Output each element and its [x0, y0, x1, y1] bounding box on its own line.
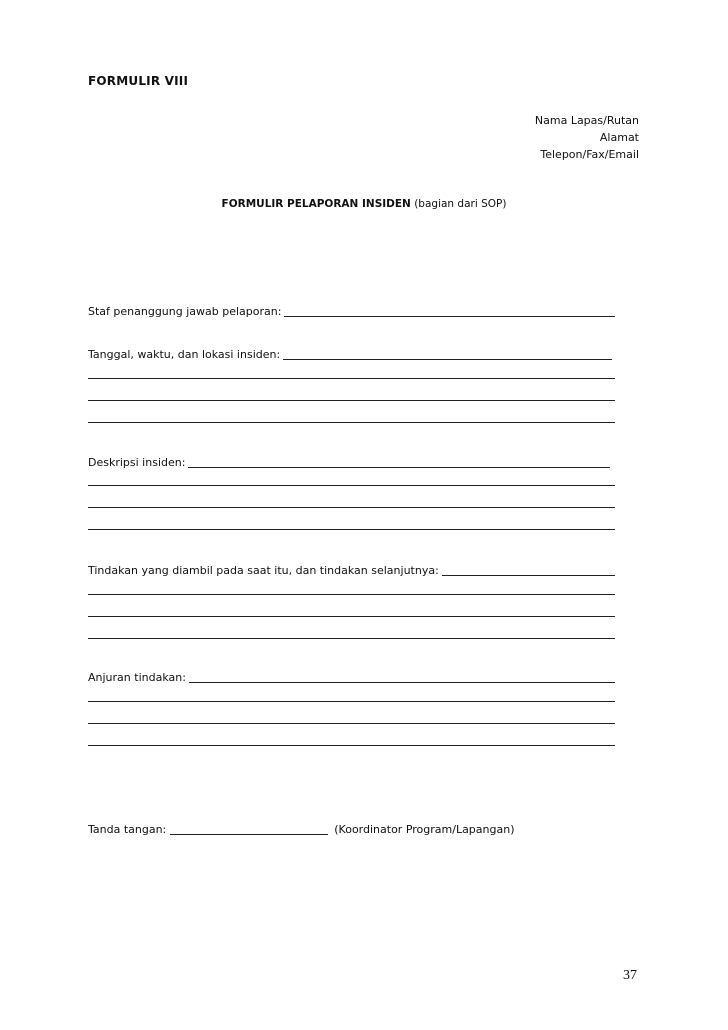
form-title-main: FORMULIR PELAPORAN INSIDEN [221, 198, 411, 210]
description-line-3[interactable] [88, 529, 615, 530]
description-line-2[interactable] [88, 507, 615, 508]
signature-role: (Koordinator Program/Lapangan) [334, 823, 515, 836]
institution-header [535, 112, 639, 163]
staff-label: Staf penanggung jawab pelaporan: [88, 305, 282, 318]
datetime-location-line-2[interactable] [88, 400, 615, 401]
action-taken-label: Tindakan yang diambil pada saat itu, dan tindakan selanjutnya: [88, 564, 439, 577]
recommendation-field[interactable] [88, 671, 615, 685]
staff-field[interactable] [88, 305, 615, 319]
action-taken-fill-line[interactable] [442, 575, 615, 576]
description-field[interactable] [88, 456, 610, 470]
description-label: Deskripsi insiden: [88, 456, 186, 469]
datetime-location-label: Tanggal, waktu, dan lokasi insiden: [88, 348, 281, 361]
datetime-location-field[interactable] [88, 348, 612, 362]
signature-field[interactable] [88, 823, 515, 837]
recommendation-label: Anjuran tindakan: [88, 671, 186, 684]
action-taken-line-1[interactable] [88, 594, 615, 595]
form-title-note: (bagian dari SOP) [414, 198, 507, 210]
description-fill-line[interactable] [188, 467, 610, 468]
institution-address: Alamat [599, 131, 639, 144]
action-taken-line-3[interactable] [88, 638, 615, 639]
datetime-location-line-3[interactable] [88, 422, 615, 423]
action-taken-line-2[interactable] [88, 616, 615, 617]
signature-fill-line[interactable] [170, 834, 328, 835]
datetime-location-line-1[interactable] [88, 378, 615, 379]
description-line-1[interactable] [88, 485, 615, 486]
action-taken-field[interactable] [88, 564, 615, 578]
page-number: 37 [623, 968, 637, 983]
signature-label: Tanda tangan: [88, 823, 167, 836]
institution-contact: Telepon/Fax/Email [540, 148, 639, 161]
recommendation-line-3[interactable] [88, 745, 615, 746]
staff-fill-line[interactable] [284, 316, 615, 317]
datetime-location-fill-line[interactable] [283, 359, 612, 360]
institution-name: Nama Lapas/Rutan [534, 114, 639, 127]
recommendation-line-2[interactable] [88, 723, 615, 724]
recommendation-fill-line[interactable] [189, 682, 615, 683]
form-number: FORMULIR VIII [88, 74, 189, 88]
form-title [0, 198, 728, 210]
recommendation-line-1[interactable] [88, 701, 615, 702]
